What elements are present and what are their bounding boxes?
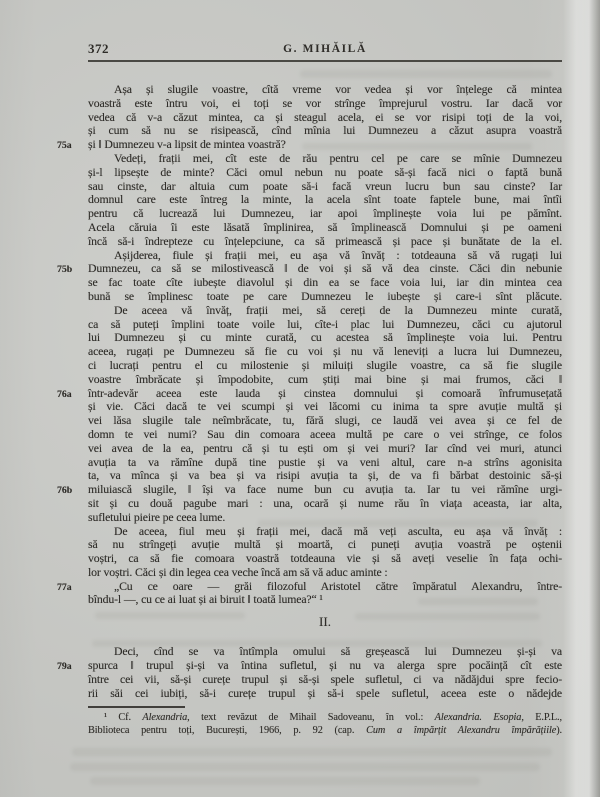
bleed-through-smudge xyxy=(90,777,480,785)
text-line xyxy=(88,345,562,359)
text-segment: vei avea de la ea, pentru că și tu ești om și vei muri? Iar cînd vei muri, atunci xyxy=(88,440,562,455)
text-line xyxy=(88,359,562,373)
text-segment: voastre îmbrăcate și împodobite, cum știți mai bine și mai frumos, căci ‖ xyxy=(88,371,562,386)
text-line xyxy=(88,538,562,552)
italic-text: Alexandria xyxy=(142,712,188,723)
text-line xyxy=(88,221,562,235)
text-segment: să nu strîngeți avuție multă și moartă, ci puneți avuția voastră pe oștenii xyxy=(88,537,562,552)
text-block xyxy=(57,82,562,700)
text-segment: Așijderea, fiule și frații mei, eu așa vă învăț : totdeauna să vă rugați lui xyxy=(114,247,562,262)
text-segment: voastră este întru voi, ei toți se vor strînge împrejurul vostru. Iar dacă vor xyxy=(88,95,562,110)
text-segment: ci lucrați pentru el cu milostenie și miluiți slugile voastre, ca să fie slugile xyxy=(88,357,562,372)
text-line xyxy=(88,673,562,687)
section-heading: II. xyxy=(319,614,331,630)
text-segment: și vie. Căci dacă te vei scumpi și vei lăcomi cu inima ta spre avuție multă și xyxy=(88,399,562,414)
text-segment: voștri, ca să fie comoara voastră totdeauna vie și să aveți veselie în fața ochi- xyxy=(88,551,562,566)
text-segment: lor voștri. Căci și din legea cea veche încă am să vă aduc aminte : xyxy=(88,564,388,579)
text-segment: Vedeți, frații mei, cît este de rău pentru cel pe care se mînie Dumnezeu xyxy=(114,150,562,165)
text-line xyxy=(88,724,562,737)
text-line xyxy=(88,290,562,304)
text-line xyxy=(88,645,562,659)
paragraph xyxy=(88,525,562,580)
bleed-through-smudge xyxy=(70,763,540,771)
text-line xyxy=(57,385,562,401)
text-segment: între cei vii, să-și curețe trupul și să-și spele sufletul, ci va nădăjdui spre fecio- xyxy=(88,671,562,686)
text-segment: bîndu-l —, cu ce ai luat și ai biruit ‖ toată lumea?“ ¹ xyxy=(88,592,323,607)
bleed-through-smudge xyxy=(300,70,552,78)
text-line xyxy=(57,658,562,673)
text-segment: vedea că v-a căzut mintea, ca și steagul acela, ei se vor risipi toți de la voi, xyxy=(88,109,562,124)
footnote-separator xyxy=(88,706,185,708)
text-line xyxy=(88,124,562,138)
text-segment: ). xyxy=(556,725,563,736)
text-line xyxy=(57,482,562,497)
text-line xyxy=(88,456,562,470)
italic-text: Cum a împărțit Alexandru împărățiile xyxy=(366,725,557,736)
text-line xyxy=(57,578,562,594)
text-segment: încă să-i îndrepteze cu înțelepciune, ca să primească și pace și bunătate de la el. xyxy=(88,233,562,248)
margin-marker: 77a xyxy=(57,581,72,593)
text-segment: rii săi cei iubiți, să-i curețe trupul și să-i spele sufletul, aceea este o nădejde xyxy=(88,685,562,700)
text-segment: și cum să nu se risipească, cînd mînia lui Dumnezeu a căzut asupra voastră xyxy=(88,123,562,138)
text-segment: lui Dumnezeu și cu minte curată, cu acestea să împlinește voia lui. Pentru xyxy=(88,330,562,345)
text-segment: pentru că lucrează lui Dumnezeu, iar apoi împlinește voia lui pe pămînt. xyxy=(88,206,562,221)
text-segment: sau cinste, dar altuia cum poate să-i facă vreun lucru bun sau cinste? Iar xyxy=(88,178,562,193)
paragraph xyxy=(88,152,562,249)
text-segment: Așa și slugile voastre, cîtă vreme vor vedea și vor înțelege că mintea xyxy=(114,82,562,96)
text-line xyxy=(88,593,562,607)
text-segment: , E.P.L., xyxy=(521,712,562,723)
text-line xyxy=(88,552,562,566)
text-segment: Deci, cînd se va întîmpla omului să greșească lui Dumnezeu și-și va xyxy=(114,644,562,659)
page-number: 372 xyxy=(88,41,109,56)
margin-marker: 76b xyxy=(57,485,73,497)
paragraph xyxy=(57,247,562,304)
text-segment: Biblioteca pentru toți, București, 1966, p. 92 (cap. xyxy=(88,725,367,736)
text-line xyxy=(57,137,562,152)
text-segment: aceea, rugați pe Dumnezeu să fie cu voi și nu vă leneviți a lucra lui Dumnezeu, xyxy=(88,344,562,359)
text-segment: ca să puteți împlini toate voile lui, cîte-i plac lui Dumnezeu, căci cu ajutorul xyxy=(88,316,562,331)
text-line xyxy=(88,111,562,125)
text-segment: spurca ‖ trupul și-și va întina sufletul, și nu va alerga spre pocăință cît este xyxy=(88,658,562,673)
text-segment: avuția ta va rămîne după tine pustie și va veni altul, care n-a strîns agonisita xyxy=(88,454,562,469)
text-segment: De aceea vă învăț, frații mei, să cereți de la Dumnezeu minte curată, xyxy=(114,302,562,317)
bleed-through-smudge xyxy=(72,748,552,756)
text-line xyxy=(88,414,562,428)
header-rule xyxy=(88,60,562,62)
paragraph xyxy=(57,82,562,152)
text-line xyxy=(88,97,562,111)
text-line xyxy=(88,318,562,332)
margin-marker: 75a xyxy=(57,140,72,152)
text-line xyxy=(88,193,562,207)
text-line xyxy=(88,566,562,580)
text-line xyxy=(88,276,562,290)
text-line xyxy=(88,166,562,180)
text-line xyxy=(88,442,562,456)
text-segment: miluiască slugile, ‖ își va face nume bun cu avuția ta. Iar tu vei rămîne urgi- xyxy=(88,482,562,497)
text-line xyxy=(88,152,562,166)
text-segment: Acela căruia îi este lăsată împlinirea, să împlinească Domnului și pe oameni xyxy=(88,219,562,234)
text-segment: și-l lipsește de minte? Căci omul nebun nu poate să-și facă nici o faptă bună xyxy=(88,164,562,179)
margin-marker: 79a xyxy=(57,661,72,673)
paragraph xyxy=(57,644,562,700)
text-line xyxy=(88,687,562,701)
margin-marker: 76a xyxy=(57,388,72,400)
text-segment: domnul care este întreg la minte, la acela sînt toate faptele bune, mai întîi xyxy=(88,192,562,207)
paragraph xyxy=(57,578,562,608)
text-segment: , text revăzut de Mihail Sadoveanu, în vol.: xyxy=(187,712,435,723)
text-segment: vei lăsa slugile tale neîmbrăcate, tu, fără slugi, ce laudă vei avea și ce fel de xyxy=(88,413,562,428)
text-line xyxy=(88,525,562,539)
text-segment: domn te vei numi? Sau din comoara aceea multă pe care o vei strînge, ce folos xyxy=(88,426,562,441)
text-line xyxy=(88,497,562,511)
running-head: G. MIHĂILĂ xyxy=(283,43,367,55)
text-segment: într-adevăr aceea este lauda și cinstea domnului și comoară înfrumusețată xyxy=(88,385,562,400)
text-segment: Dumnezeu, ca să se milostivească ‖ de voi și să vă dea cinste. Căci din nebunie xyxy=(88,261,562,276)
footnote xyxy=(88,711,562,737)
text-line xyxy=(88,400,562,414)
text-line xyxy=(88,331,562,345)
text-segment: De aceea, fiul meu și frații mei, dacă mă veți asculta, eu așa vă învăț : xyxy=(114,523,562,538)
text-segment: ¹ Cf. xyxy=(104,712,143,723)
text-line xyxy=(88,207,562,221)
text-segment: sit și cu două pagube mari : una, ocară și nume rău în viața aceasta, iar alta, xyxy=(88,495,562,510)
text-line xyxy=(88,304,562,318)
text-line xyxy=(88,373,562,387)
text-line xyxy=(88,469,562,483)
italic-text: Alexandria. Esopia xyxy=(434,712,522,723)
text-segment: și ‖ Dumnezeu v-a lipsit de mintea voastră? xyxy=(88,137,286,152)
paragraph xyxy=(57,302,562,525)
text-line xyxy=(88,235,562,249)
text-line xyxy=(88,428,562,442)
text-segment: bună se împlinesc toate pe care Dumnezeu le iubește și care-i sînt plăcute. xyxy=(88,288,562,303)
text-segment: se fac toate cîte iubește diavolul și din ea se face voia lui, iar din mintea cea xyxy=(88,275,562,290)
text-line xyxy=(88,249,562,263)
text-line xyxy=(57,261,562,276)
text-line xyxy=(88,511,562,525)
text-line xyxy=(88,711,562,724)
text-line xyxy=(88,180,562,194)
margin-marker: 75b xyxy=(57,264,73,276)
text-segment: sufletului pieire pe ceea lume. xyxy=(88,509,226,524)
text-segment: ta, va mînca și va bea și va risipi avuția ta și, de va fi bărbat destoinic să-și xyxy=(88,468,562,483)
text-line xyxy=(88,83,562,97)
page-edge-shading xyxy=(563,0,600,797)
text-segment: „Cu ce oare — grăi filozoful Aristotel către împăratul Alexandru, între- xyxy=(114,578,562,593)
